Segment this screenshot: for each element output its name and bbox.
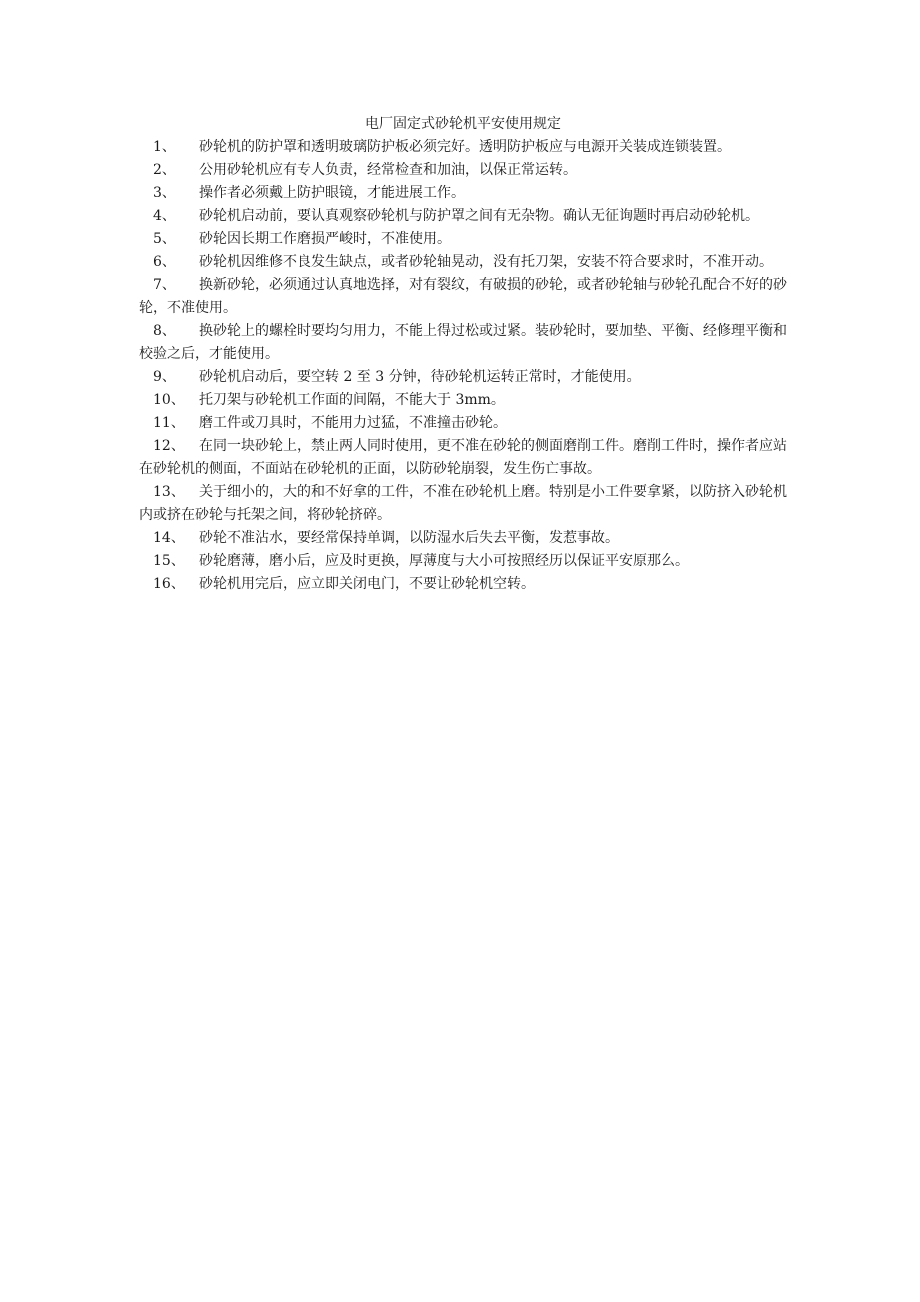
rule-number: 8、 (153, 323, 176, 339)
rule-text: 砂轮不准沾水，要经常保持单调，以防湿水后失去平衡，发惹事故。 (199, 530, 619, 546)
rule-text: 砂轮机因维修不良发生缺点，或者砂轮轴晃动，没有托刀架，安装不符合要求时，不准开动。 (199, 254, 773, 270)
rule-item (139, 228, 787, 251)
rule-item (139, 159, 787, 182)
rule-number: 15、 (153, 553, 185, 569)
rule-text: 换新砂轮，必须通过认真地选择，对有裂纹，有破损的砂轮，或者砂轮轴与砂轮孔配合不好的砂轮，不准使用。 (139, 277, 787, 316)
rule-number: 2、 (153, 162, 176, 178)
rule-number: 11、 (153, 415, 185, 431)
rule-item (139, 527, 787, 550)
rule-number: 4、 (153, 208, 176, 224)
rule-item (139, 550, 787, 573)
rule-number: 16、 (153, 576, 185, 592)
rule-item (139, 205, 787, 228)
rule-item (139, 435, 787, 481)
rule-number: 14、 (153, 530, 185, 546)
rule-item (139, 251, 787, 274)
rule-item (139, 320, 787, 366)
rule-number: 12、 (153, 438, 185, 454)
rule-text: 操作者必须戴上防护眼镜，才能进展工作。 (199, 185, 465, 201)
rule-text: 磨工件或刀具时，不能用力过猛，不准撞击砂轮。 (199, 415, 507, 431)
rule-text: 砂轮机用完后，应立即关闭电门，不要让砂轮机空转。 (199, 576, 535, 592)
rules-list (139, 136, 787, 596)
rule-number: 7、 (153, 277, 176, 293)
rule-number: 1、 (153, 139, 176, 155)
rule-number: 10、 (153, 392, 185, 408)
rule-number: 13、 (153, 484, 185, 500)
document-title: 电厂固定式砂轮机平安使用规定 (365, 116, 561, 132)
rule-item (139, 573, 787, 596)
rule-text: 砂轮机的防护罩和透明玻璃防护板必须完好。透明防护板应与电源开关装成连锁装置。 (199, 139, 731, 155)
rule-text: 砂轮因长期工作磨损严峻时，不准使用。 (199, 231, 451, 247)
rule-item (139, 136, 787, 159)
rule-number: 3、 (153, 185, 176, 201)
rule-number: 9、 (153, 369, 176, 385)
rule-item (139, 389, 787, 412)
rule-number: 6、 (153, 254, 176, 270)
rule-item (139, 366, 787, 389)
rule-text: 砂轮机启动后，要空转 2 至 3 分钟，待砂轮机运转正常时，才能使用。 (199, 369, 641, 385)
rule-text: 换砂轮上的螺栓时要均匀用力，不能上得过松或过紧。装砂轮时，要加垫、平衡、经修理平衡和校验之后，才能使用。 (139, 323, 787, 362)
rule-item (139, 182, 787, 205)
rule-number: 5、 (153, 231, 176, 247)
rule-item (139, 481, 787, 527)
rule-item (139, 412, 787, 435)
rule-text: 砂轮机启动前，要认真观察砂轮机与防护罩之间有无杂物。确认无征询题时再启动砂轮机。 (199, 208, 759, 224)
rule-text: 公用砂轮机应有专人负责，经常检查和加油，以保正常运转。 (199, 162, 577, 178)
rule-text: 托刀架与砂轮机工作面的间隔，不能大于 3mm。 (199, 392, 505, 408)
rule-text: 关于细小的，大的和不好拿的工件，不准在砂轮机上磨。特别是小工件要拿紧，以防挤入砂轮机内或挤在砂轮与托架之间，将砂轮挤碎。 (139, 484, 787, 523)
rule-item (139, 274, 787, 320)
rule-text: 砂轮磨薄，磨小后，应及时更换，厚薄度与大小可按照经历以保证平安原那么。 (199, 553, 689, 569)
rule-text: 在同一块砂轮上，禁止两人同时使用，更不准在砂轮的侧面磨削工件。磨削工件时，操作者应站在砂轮机的侧面，不面站在砂轮机的正面，以防砂轮崩裂，发生伤亡事故。 (139, 438, 787, 477)
document-page (139, 113, 787, 596)
